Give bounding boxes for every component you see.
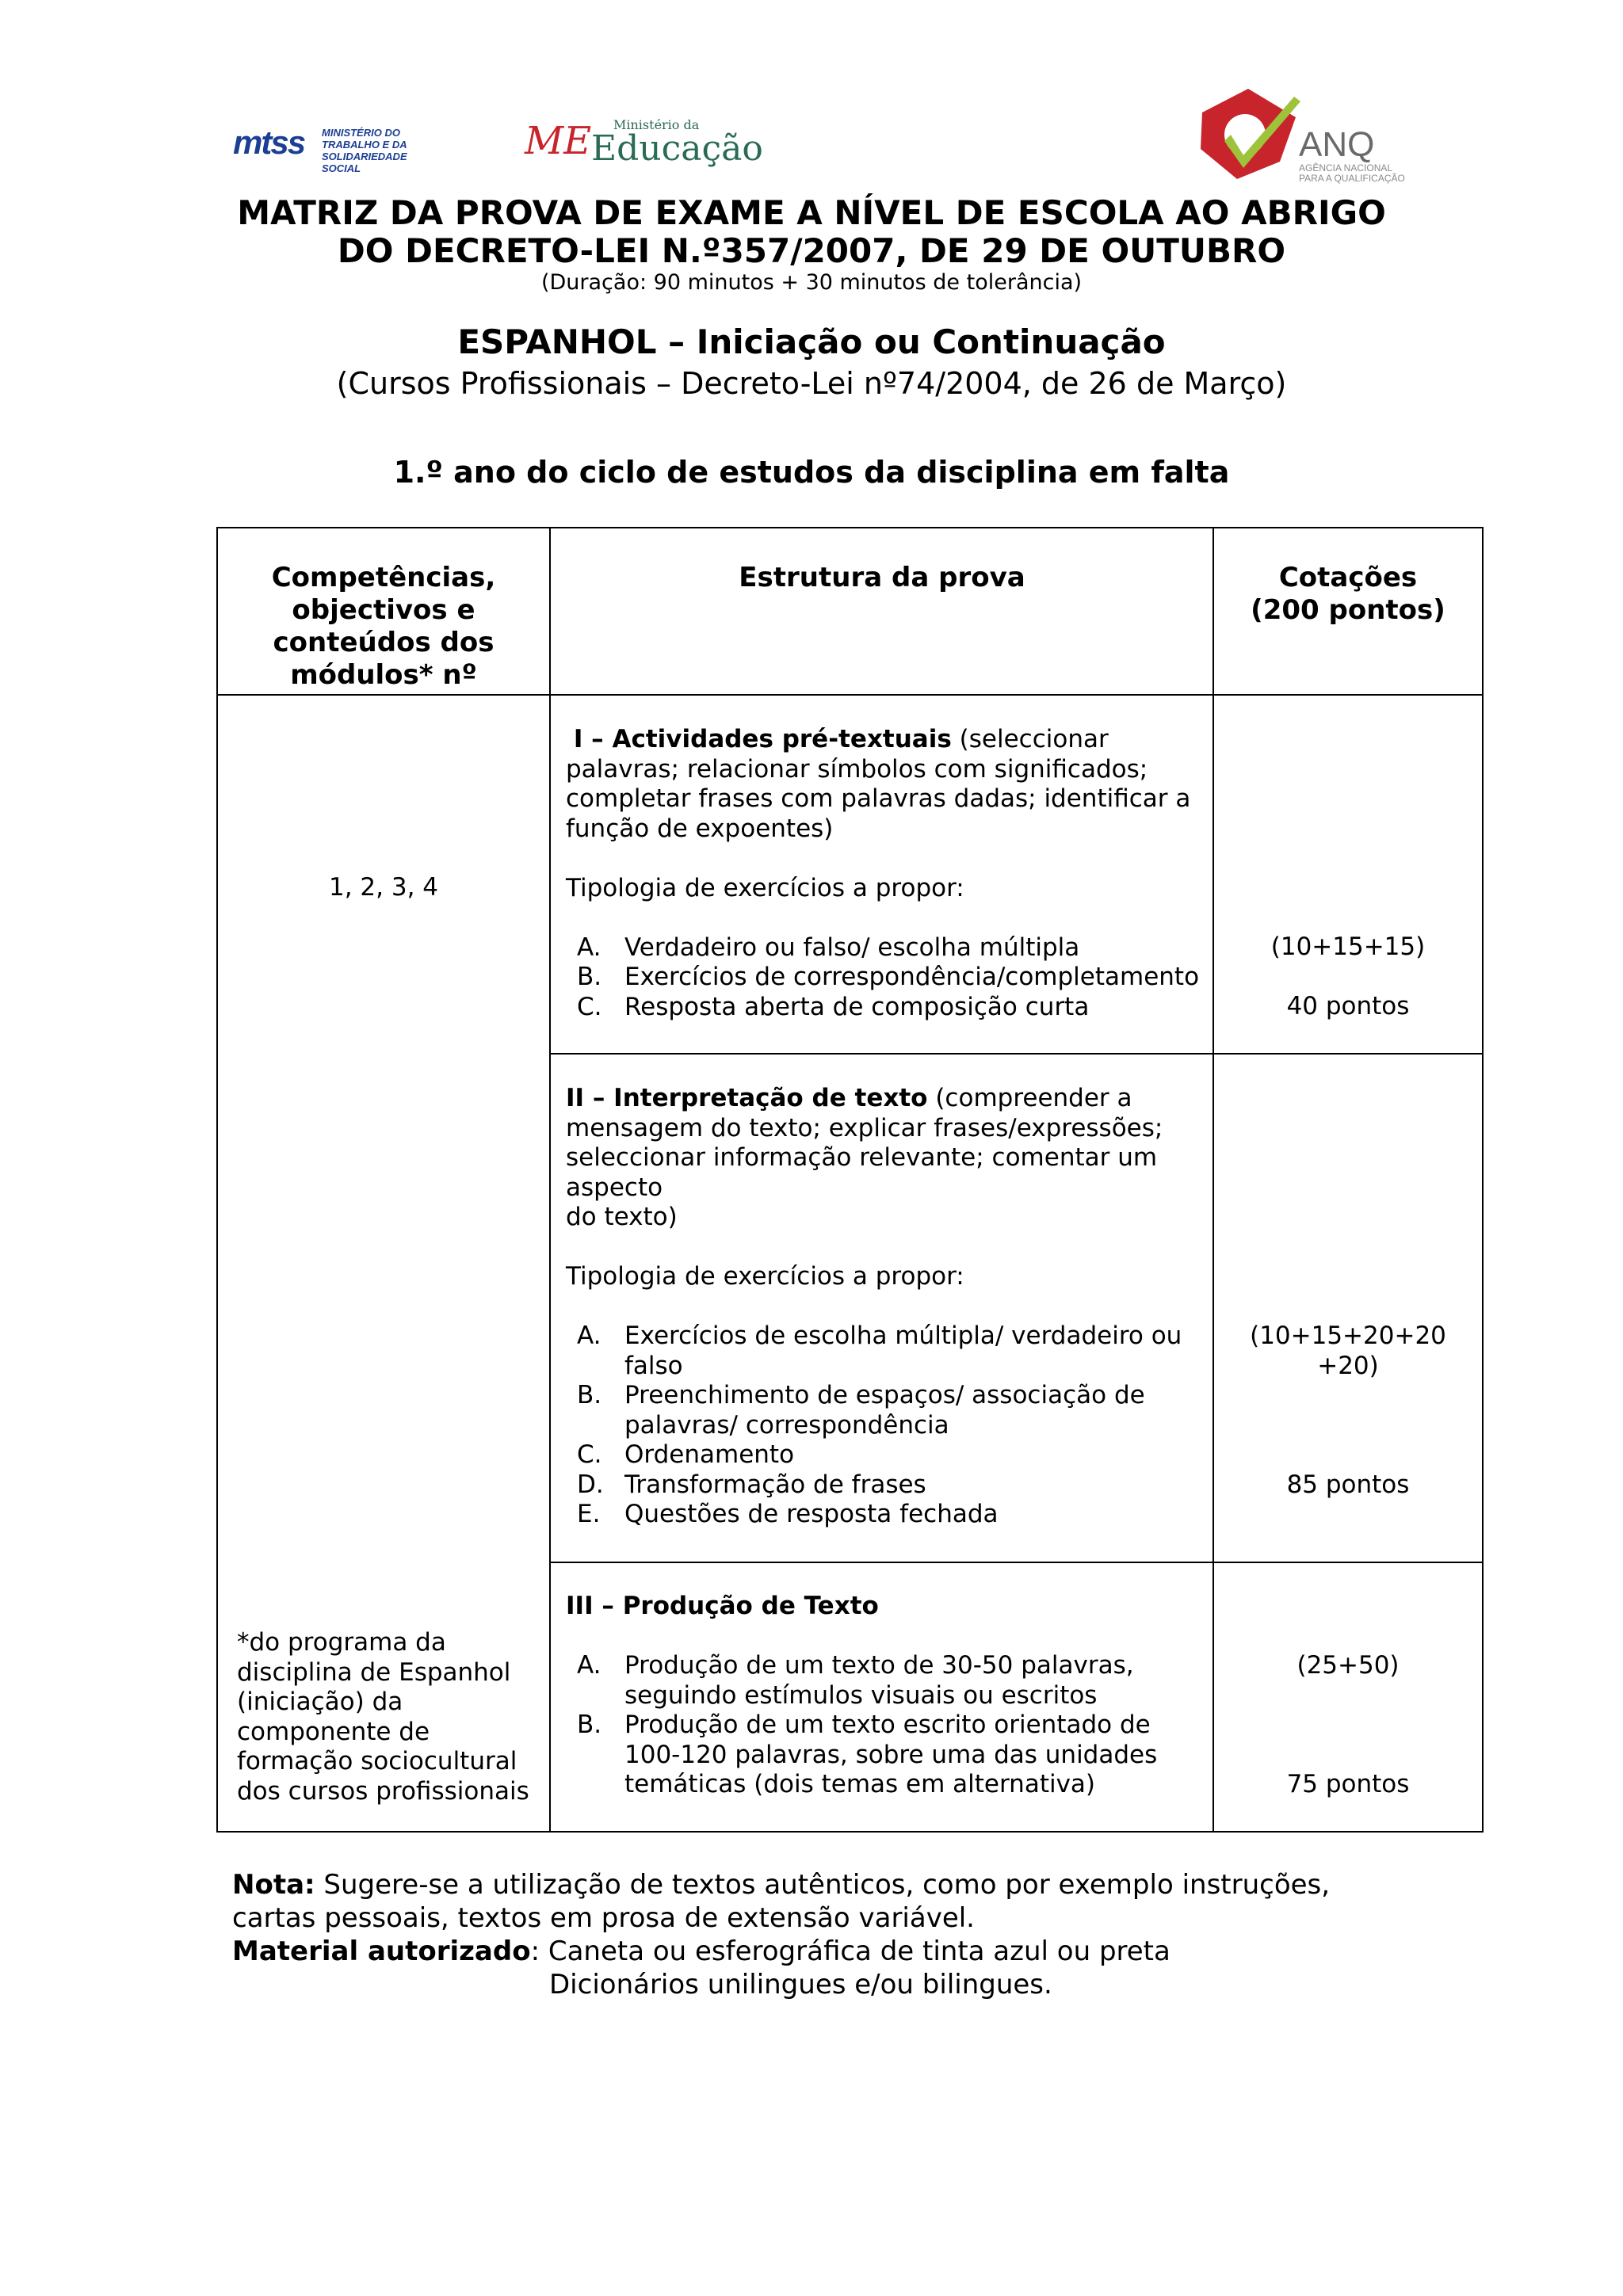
section-1-score-breakdown: (10+15+15) [1270,933,1426,961]
section-3-title: III – Produção de Texto [566,1592,879,1620]
mtss-logo-text: MINISTÉRIO DO TRABALHO E DA SOLIDARIEDADE SOCIAL [322,127,407,174]
list-item-letter: C. [577,1440,602,1469]
section-1-title: I – Actividades pré-textuais [573,725,952,753]
section-2-score-total: 85 pontos [1286,1470,1410,1499]
section-2-intro [566,1084,1205,1203]
list-item-letter: A. [577,1651,601,1680]
list-item [566,1500,1205,1530]
list-item [566,993,1205,1023]
me-logo-small-text: Ministério da [613,117,700,132]
column-divider-1 [549,527,551,1833]
list-item-letter: B. [577,1711,602,1739]
section-3-score-breakdown: (25+50) [1296,1651,1400,1680]
section-1-typology-label: Tipologia de exercícios a propor: [566,873,964,902]
section-divider-1 [549,1053,1484,1055]
list-item-text: Ordenamento [624,1440,795,1469]
list-item-text: Exercícios de correspondência/completamento [624,963,1200,991]
list-item [566,1651,1205,1711]
table-border-bottom [216,1831,1484,1833]
table-border-top [216,527,1484,528]
section-1-score-total: 40 pontos [1286,992,1410,1020]
section-3-score-total: 75 pontos [1286,1770,1410,1798]
section-2 [566,1084,1205,1530]
section-2-description: (compreender a mensagem do texto; explicar frases/expressões; seleccionar informação relevante; comentar um aspecto [566,1084,1163,1202]
section-3-items [566,1651,1205,1800]
material-line-1: : Caneta ou esferográfica de tinta azul ou preta [530,1936,1170,1967]
list-item-text: Verdadeiro ou falso/ escolha múltipla [624,933,1080,962]
header-cotacoes-line2: (200 pontos) [1251,594,1445,626]
list-item-text: Exercícios de escolha múltipla/ verdadeiro ou falso [624,1322,1182,1380]
list-item-text: Questões de resposta fechada [624,1500,999,1528]
title-line-2: DO DECRETO-LEI N.º357/2007, DE 29 DE OUTUBRO [337,231,1286,270]
ministerio-educacao-logo [525,117,763,169]
list-item-text: Transformação de frases [624,1470,926,1499]
material-paragraph [232,1935,1421,1968]
anq-logo [1193,86,1407,189]
list-item [566,1711,1205,1800]
list-item-text: Produção de um texto escrito orientado de 100-120 palavras, sobre uma das unidades temáticas (dois temas em alternativa) [624,1711,1158,1798]
section-2-title: II – Interpretação de texto [566,1084,928,1112]
list-item [566,1440,1205,1470]
anq-logo-subtitle: AGÊNCIA NACIONAL PARA A QUALIFICAÇÃO [1299,162,1405,184]
header-cotacoes [1219,562,1477,627]
list-item-letter: A. [577,1322,601,1350]
material-label: Material autorizado [232,1936,531,1967]
section-1-description: (seleccionar palavras; relacionar símbolos com significados; completar frases com palavras dadas; identificar a função de expoentes) [566,725,1191,843]
header-row-divider [216,694,1484,696]
list-item-text: Preenchimento de espaços/ associação de palavras/ correspondência [624,1381,1145,1440]
section-1-items [566,933,1205,1023]
nota-text: Sugere-se a utilização de textos autênticos, como por exemplo instruções, cartas pessoais, textos em prosa de extensão variável. [232,1869,1331,1934]
me-logo-big-text: Educação [591,128,763,169]
modules-list: 1, 2, 3, 4 [328,873,439,902]
footer-notes [232,1868,1421,2001]
list-item-letter: C. [577,992,602,1021]
logo-bar [0,79,1623,198]
column-divider-2 [1212,527,1214,1833]
list-item [566,933,1205,963]
header-cotacoes-line1: Cotações [1278,562,1418,593]
table-border-left [216,527,218,1833]
mtss-logo [233,122,447,174]
header-competencias: Competências, objectivos e conteúdos dos módulos* nº [271,562,496,691]
modules-footnote: *do programa da disciplina de Espanhol (iniciação) da componente de formação sociocultural dos cursos profissionais [237,1628,529,1806]
header-estrutura: Estrutura da prova [739,562,1025,593]
title-line-1: MATRIZ DA PROVA DE EXAME A NÍVEL DE ESCOLA AO ABRIGO [237,193,1386,232]
nota-label: Nota: [232,1869,315,1901]
section-2-items [566,1322,1205,1530]
section-1 [566,725,1205,1022]
subject-title: ESPANHOL – Iniciação ou Continuação [457,322,1166,361]
courses-subtitle: (Cursos Profissionais – Decreto-Lei nº74/2004, de 26 de Março) [336,366,1287,401]
list-item-text: Produção de um texto de 30-50 palavras, seguindo estímulos visuais ou escritos [624,1651,1134,1710]
year-heading: 1.º ano do ciclo de estudos da disciplina em falta [393,455,1230,490]
list-item-letter: E. [577,1500,601,1528]
section-3 [566,1592,1205,1800]
list-item-letter: A. [577,933,601,962]
list-item [566,1381,1205,1440]
list-item-letter: B. [577,1381,602,1409]
list-item-letter: D. [577,1470,604,1499]
mtss-logo-mark: mtss [233,124,305,161]
section-2-description-end: do texto) [566,1203,678,1231]
me-logo-mark: ME [525,119,592,163]
anq-q-check-icon [1193,86,1304,189]
section-divider-2 [549,1562,1484,1563]
duration-text: (Duração: 90 minutos + 30 minutos de tolerância) [540,270,1083,295]
section-1-intro [566,725,1205,844]
exam-matrix-table [216,527,1484,1833]
list-item-text: Resposta aberta de composição curta [624,992,1090,1021]
list-item-letter: B. [577,963,602,991]
anq-logo-name: ANQ [1299,125,1375,164]
list-item [566,1470,1205,1501]
section-2-typology-label: Tipologia de exercícios a propor: [566,1262,964,1291]
list-item [566,1322,1205,1381]
section-2-score-breakdown: (10+15+20+20 +20) [1250,1322,1446,1380]
list-item [566,963,1205,993]
table-border-right [1482,527,1484,1833]
nota-paragraph [232,1868,1421,1935]
material-line-2: Dicionários unilingues e/ou bilingues. [549,1969,1052,2000]
